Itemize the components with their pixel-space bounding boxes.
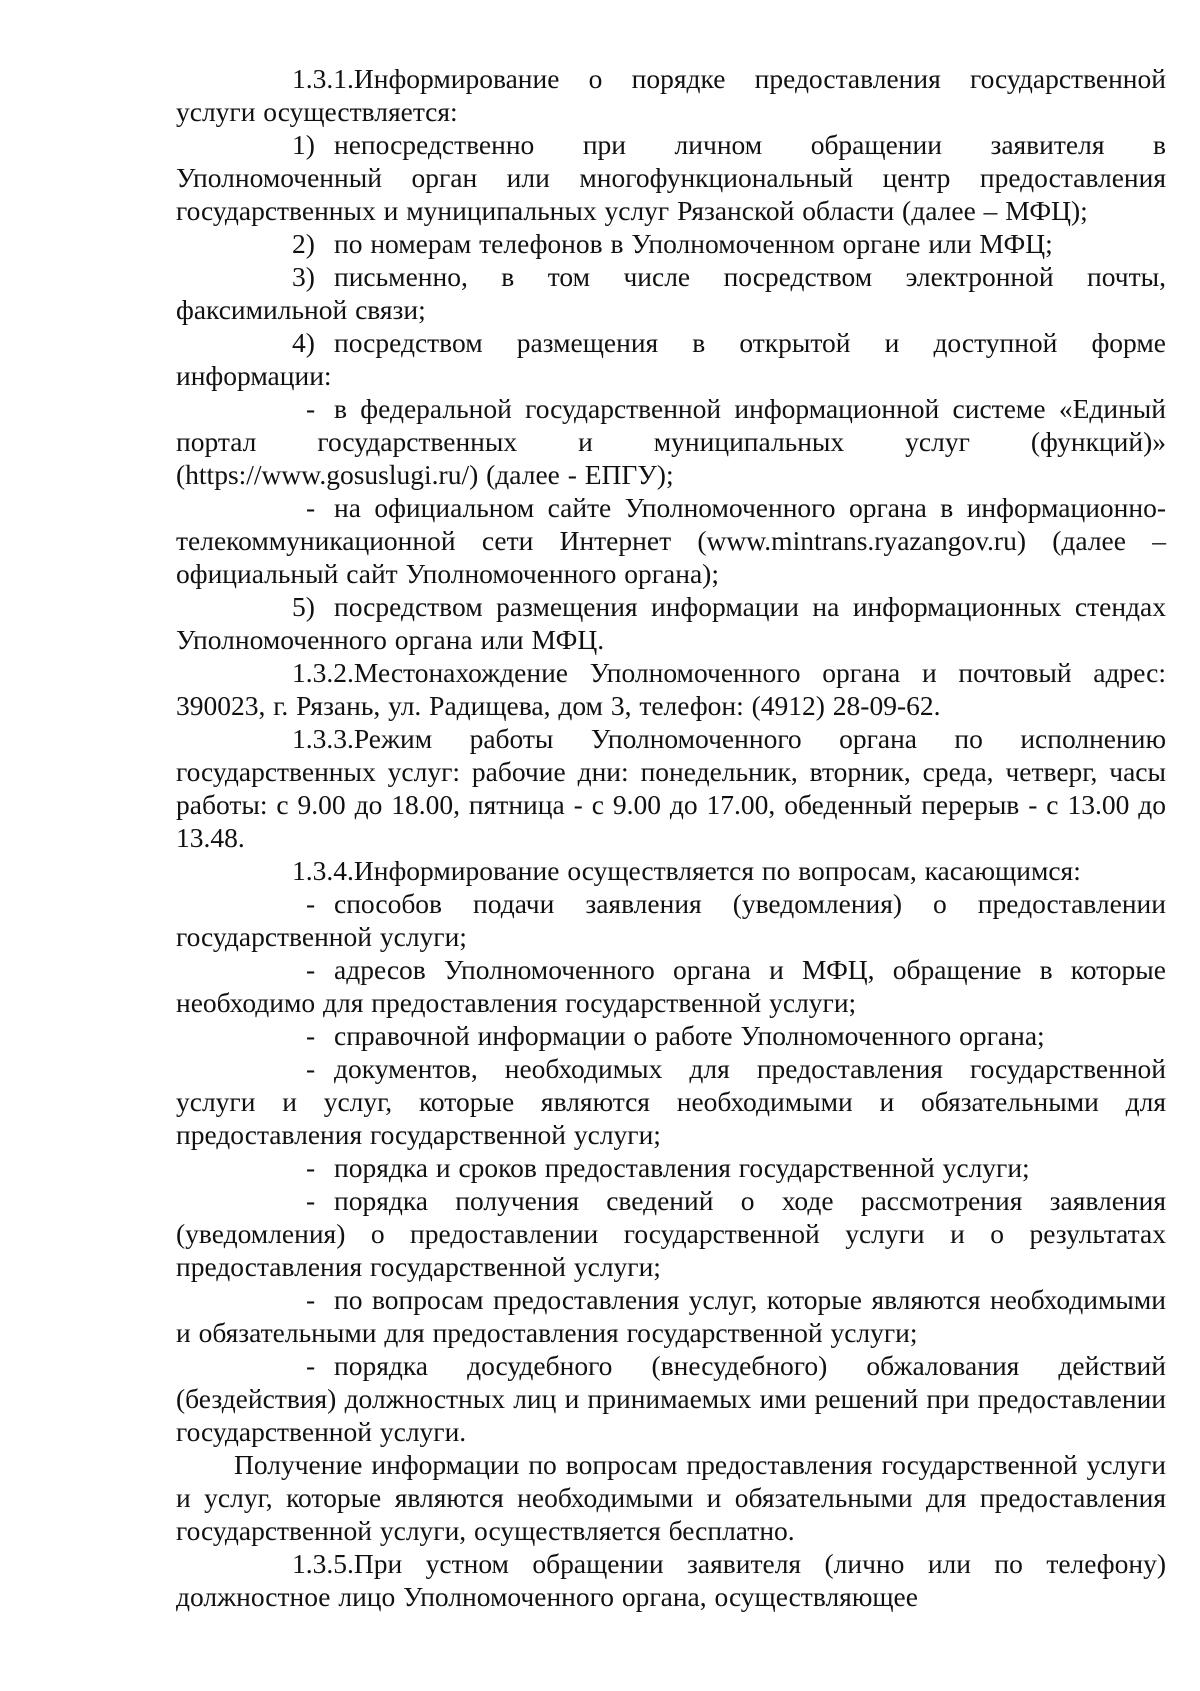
paragraph-1-3-5 xyxy=(176,1547,1166,1613)
bullet-dash: - xyxy=(306,492,316,523)
section-number: 1.3.3. xyxy=(292,723,354,754)
paragraph-text: на официальном сайте Уполномоченного органа в информационно-телекоммуникационной сети Интернет (www.mintrans.ryazangov.ru) (далее – официальный сайт Уполномоченного органа); xyxy=(176,492,1166,589)
paragraph-text: документов, необходимых для предоставления государственной услуги и услуг, которые являются необходимыми и обязательными для предоставления государственной услуги; xyxy=(176,1053,1166,1150)
bullet-dash: - xyxy=(306,1020,316,1051)
list-number: 4) xyxy=(292,327,315,358)
paragraph-text: справочной информации о работе Уполномоченного органа; xyxy=(334,1020,1045,1051)
paragraph-text: письменно, в том числе посредством электронной почты, факсимильной связи; xyxy=(176,261,1166,325)
paragraph-1-3-2 xyxy=(176,656,1166,722)
bullet-dash: - xyxy=(306,954,316,985)
bullet-dash: - xyxy=(306,1185,316,1216)
bullet-dash: - xyxy=(306,1284,316,1315)
list-number: 5) xyxy=(292,591,315,622)
list-item-3 xyxy=(176,260,1166,326)
list-number: 2) xyxy=(292,228,315,259)
paragraph-text: Режим работы Уполномоченного органа по исполнению государственных услуг: рабочие дни: понедельник, вторник, среда, четверг, часы работы: с 9.00 до 18.00, пятница - с 9.00 до 17.00, обеденный перерыв - с 13.00 до 13.48. xyxy=(176,723,1166,853)
bullet-item-addresses xyxy=(176,953,1166,1019)
list-item-1 xyxy=(176,128,1166,227)
bullet-item-related-services xyxy=(176,1283,1166,1349)
paragraph-text: способов подачи заявления (уведомления) о предоставлении государственной услуги; xyxy=(176,888,1166,952)
list-item-5 xyxy=(176,590,1166,656)
bullet-item-epgu xyxy=(176,392,1166,491)
paragraph-free-of-charge xyxy=(176,1448,1166,1547)
bullet-item-progress-info xyxy=(176,1184,1166,1283)
section-number: 1.3.5. xyxy=(292,1548,354,1579)
paragraph-1-3-1 xyxy=(176,62,1166,128)
paragraph-text: по номерам телефонов в Уполномоченном органе или МФЦ; xyxy=(334,228,1053,259)
bullet-dash: - xyxy=(306,1053,316,1084)
bullet-item-official-site xyxy=(176,491,1166,590)
paragraph-text: посредством размещения информации на информационных стендах Уполномоченного органа или МФЦ. xyxy=(176,591,1166,655)
paragraph-1-3-3 xyxy=(176,722,1166,854)
paragraph-text: в федеральной государственной информационной системе «Единый портал государственных и муниципальных услуг (функций)» (https://www.gosuslugi.ru/) (далее - ЕПГУ); xyxy=(176,393,1166,490)
paragraph-text: порядка досудебного (внесудебного) обжалования действий (бездействия) должностных лиц и принимаемых ими решений при предоставлении государственной услуги. xyxy=(176,1350,1166,1447)
bullet-dash: - xyxy=(306,393,316,424)
bullet-item-procedure-terms xyxy=(176,1151,1166,1184)
bullet-item-reference-info xyxy=(176,1019,1166,1052)
bullet-item-appeal-procedure xyxy=(176,1349,1166,1448)
paragraph-text: Информирование осуществляется по вопросам, касающимся: xyxy=(353,855,1081,886)
paragraph-text: Местонахождение Уполномоченного органа и почтовый адрес: 390023, г. Рязань, ул. Радищева, дом 3, телефон: (4912) 28-09-62. xyxy=(176,657,1166,721)
list-number: 3) xyxy=(292,261,315,292)
list-item-2 xyxy=(176,227,1166,260)
list-item-4 xyxy=(176,326,1166,392)
list-number: 1) xyxy=(292,129,315,160)
bullet-dash: - xyxy=(306,888,316,919)
paragraph-text: Получение информации по вопросам предоставления государственной услуги и услуг, которые являются необходимыми и обязательными для предоставления государственной услуги, осуществляется бесплатно. xyxy=(176,1449,1166,1546)
document-body xyxy=(176,62,1166,1613)
paragraph-text: адресов Уполномоченного органа и МФЦ, обращение в которые необходимо для предоставления государственной услуги; xyxy=(176,954,1166,1018)
paragraph-text: по вопросам предоставления услуг, которые являются необходимыми и обязательными для предоставления государственной услуги; xyxy=(176,1284,1166,1348)
paragraph-text: порядка получения сведений о ходе рассмотрения заявления (уведомления) о предоставлении государственной услуги и о результатах предоставления государственной услуги; xyxy=(176,1185,1166,1282)
paragraph-1-3-4 xyxy=(176,854,1166,887)
bullet-item-submission-methods xyxy=(176,887,1166,953)
bullet-dash: - xyxy=(306,1350,316,1381)
paragraph-text: Информирование о порядке предоставления государственной услуги осуществляется: xyxy=(176,63,1166,127)
section-number: 1.3.4. xyxy=(292,855,354,886)
paragraph-text: непосредственно при личном обращении заявителя в Уполномоченный орган или многофункциональный центр предоставления государственных и муниципальных услуг Рязанской области (далее – МФЦ); xyxy=(176,129,1166,226)
paragraph-text: порядка и сроков предоставления государственной услуги; xyxy=(334,1152,1030,1183)
section-number: 1.3.1. xyxy=(292,63,354,94)
paragraph-text: При устном обращении заявителя (лично или по телефону) должностное лицо Уполномоченного органа, осуществляющее xyxy=(176,1548,1166,1612)
bullet-dash: - xyxy=(306,1152,316,1183)
paragraph-text: посредством размещения в открытой и доступной форме информации: xyxy=(176,327,1166,391)
bullet-item-documents xyxy=(176,1052,1166,1151)
section-number: 1.3.2. xyxy=(292,657,354,688)
